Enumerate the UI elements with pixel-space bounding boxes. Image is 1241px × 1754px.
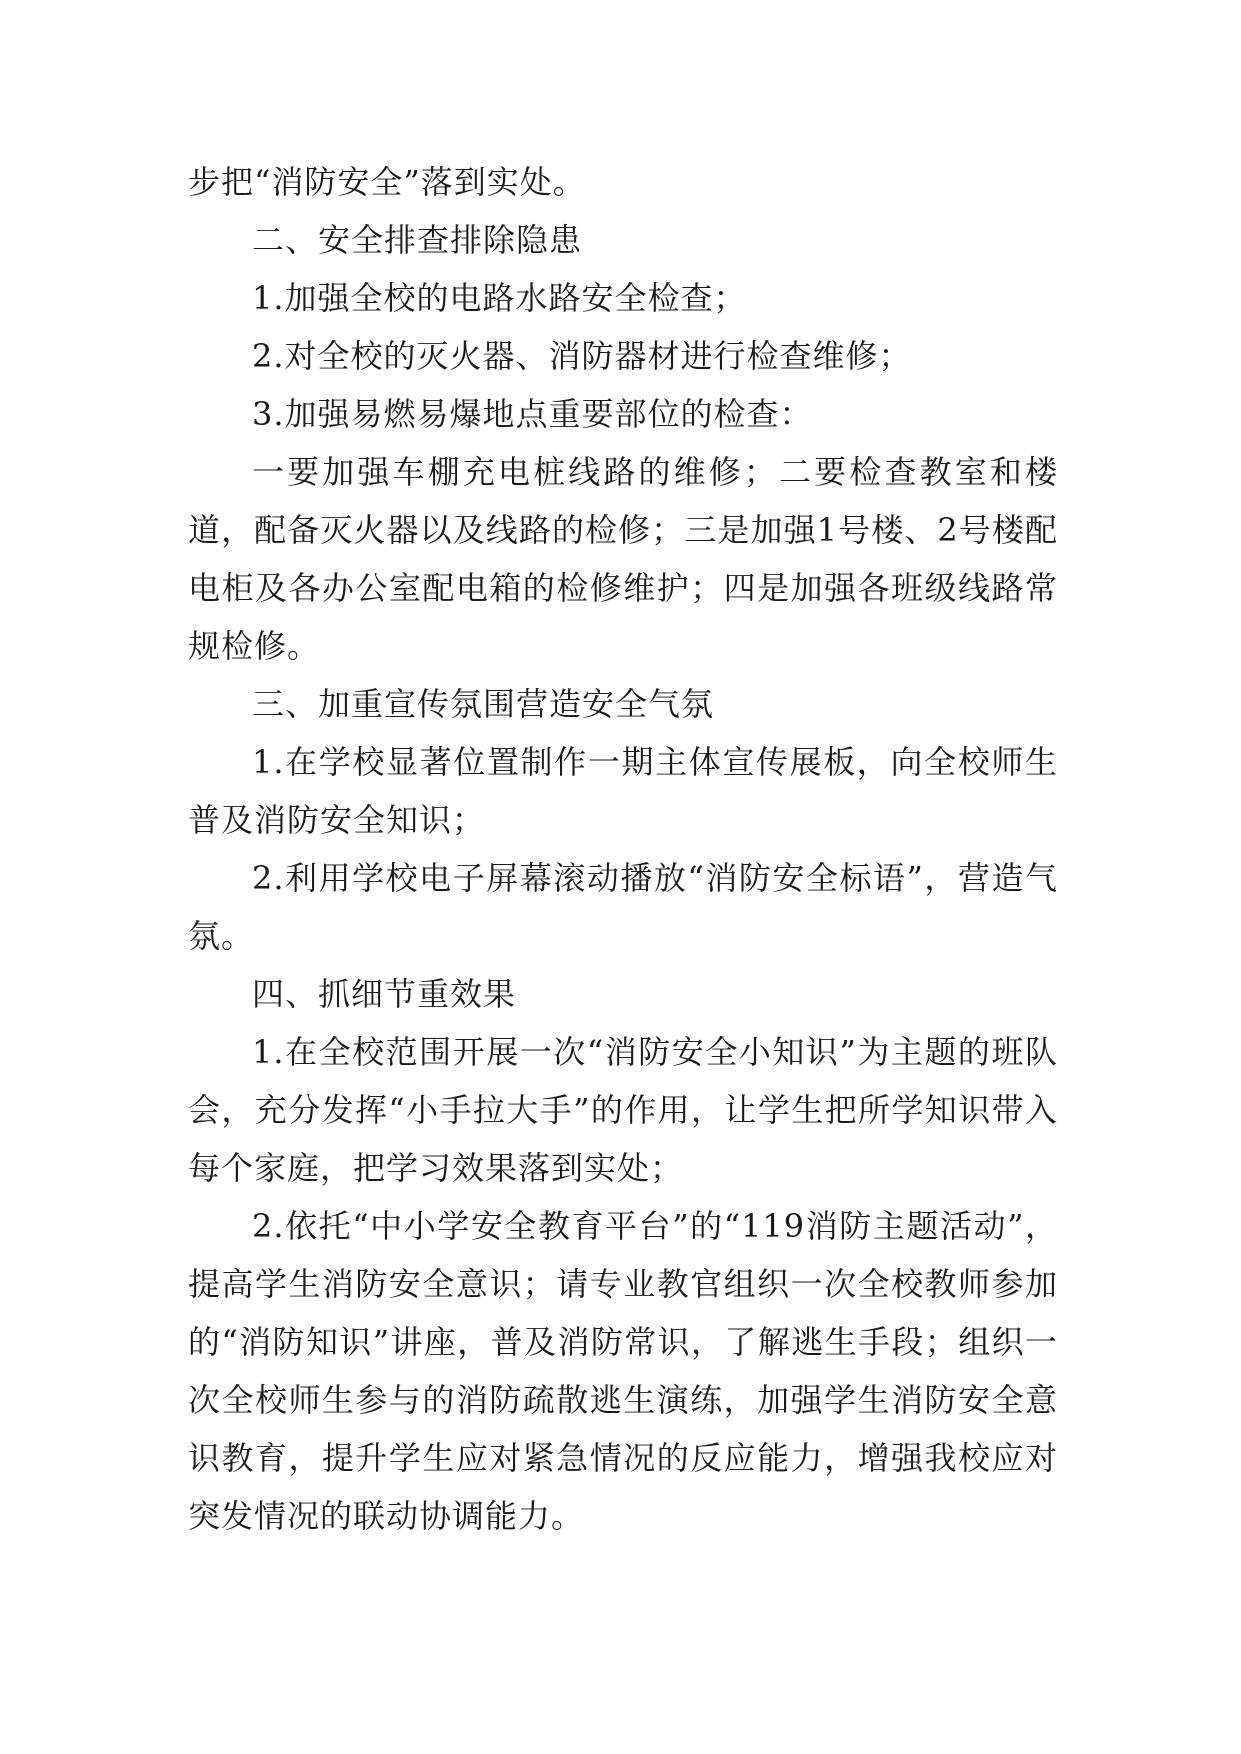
list-item: 2.依托“中小学安全教育平台”的“119消防主题活动”，提高学生消防安全意识；请专业教官组织一次全校教师参加的“消防知识”讲座，普及消防常识，了解逃生手段；组织一次全校师生参与的消防疏散逃生演练，加强学生消防安全意识教育，提升学生应对紧急情况的反应能力，增强我校应对突发情况的联动协调能力。 (188, 1207, 1058, 1535)
document-body (188, 153, 1058, 1545)
paragraph-continuation: 步把“消防安全”落到实处。 (188, 163, 586, 201)
list-item: 1.加强全校的电路水路安全检查； (252, 279, 747, 317)
list-item: 3.加强易燃易爆地点重要部位的检查： (252, 395, 813, 433)
list-item: 2.利用学校电子屏幕滚动播放“消防安全标语”，营造气氛。 (188, 859, 1058, 955)
paragraph: 一要加强车棚充电桩线路的维修；二要检查教室和楼道，配备灭火器以及线路的检修；三是加强1号楼、2号楼配电柜及各办公室配电箱的检修维护；四是加强各班级线路常规检修。 (188, 453, 1058, 665)
list-item: 1.在全校范围开展一次“消防安全小知识”为主题的班队会，充分发挥“小手拉大手”的作用，让学生把所学知识带入每个家庭，把学习效果落到实处； (188, 1033, 1058, 1187)
section-heading-3: 三、加重宣传氛围营造安全气氛 (252, 685, 715, 723)
list-item: 2.对全校的灭火器、消防器材进行检查维修； (252, 337, 912, 375)
list-item: 1.在学校显著位置制作一期主体宣传展板，向全校师生普及消防安全知识； (188, 743, 1058, 839)
section-heading-4: 四、抓细节重效果 (252, 975, 517, 1013)
section-heading-2: 二、安全排查排除隐患 (252, 221, 583, 259)
